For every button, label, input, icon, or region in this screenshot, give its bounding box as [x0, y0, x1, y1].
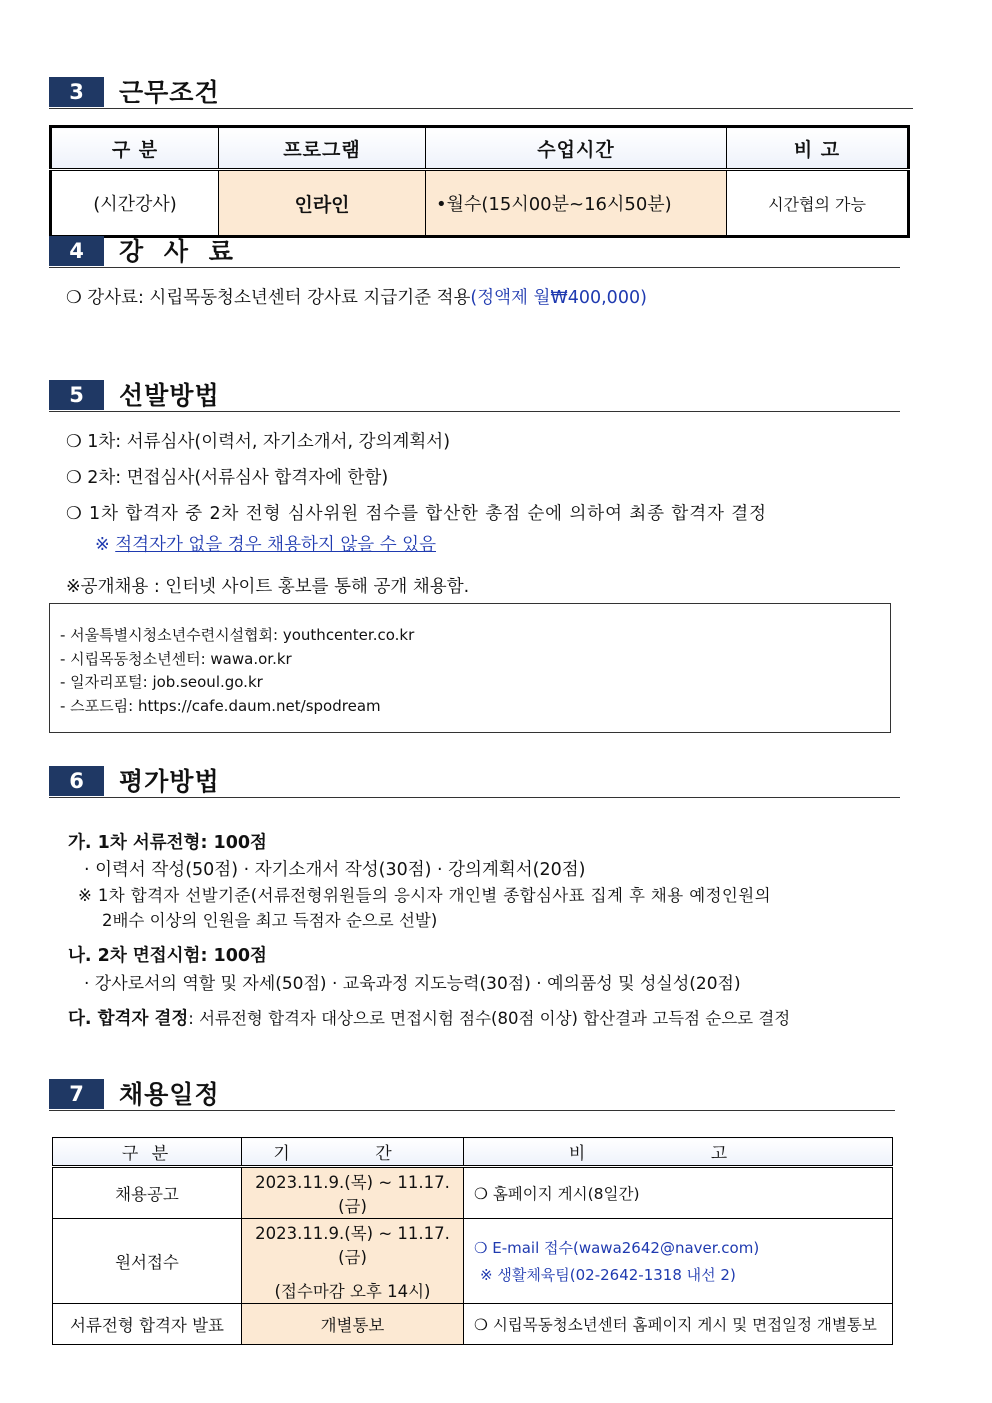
section-rule — [49, 267, 900, 268]
selection-item: ❍ 1차: 서류심사(이력서, 자기소개서, 강의계획서) — [66, 432, 451, 452]
section-rule — [49, 797, 900, 798]
period-cell: 2023.11.9.(목) ~ 11.17.(금) — [242, 1167, 464, 1219]
eval-b-line: · 강사로서의 역할 및 자세(50점) · 교육과정 지도능력(30점) · 예의품성 및 성실성(20점) — [84, 974, 741, 994]
site-item: - 서울특별시청소년수련시설협회: youthcenter.co.kr — [60, 626, 415, 644]
header-cell: 구 분 — [53, 1138, 242, 1167]
table-header-row — [51, 127, 909, 170]
note-text: 적격자가 없을 경우 채용하지 않을 수 있음 — [115, 535, 436, 555]
stage-cell: 채용공고 — [53, 1167, 242, 1219]
section-number: 4 — [49, 236, 104, 266]
eval-a-line: · 이력서 작성(50점) · 자기소개서 작성(30점) · 강의계획서(20점) — [84, 860, 586, 880]
stage-cell: 서류전형 합격자 발표 — [53, 1304, 242, 1345]
public-recruit-note: ※공개채용 : 인터넷 사이트 홍보를 통해 공개 채용함. — [66, 577, 470, 597]
section-number: 6 — [49, 766, 104, 796]
header-cell: 기 간 — [242, 1138, 464, 1167]
period-cell: 개별통보 — [242, 1304, 464, 1345]
section-rule — [49, 411, 900, 412]
site-item: - 스포드림: https://cafe.daum.net/spodream — [60, 697, 381, 715]
work-conditions-table — [49, 125, 910, 238]
period-cell — [242, 1219, 464, 1304]
section-title: 평가방법 — [119, 767, 220, 796]
section-title: 근무조건 — [119, 78, 220, 107]
header-cell: 비 고 — [464, 1138, 893, 1167]
section-title: 선발방법 — [119, 381, 220, 410]
table-row — [53, 1167, 893, 1219]
eval-a-title: 가. 1차 서류전형: 100점 — [68, 833, 267, 853]
selection-item: ❍ 1차 합격자 중 2차 전형 심사위원 점수를 합산한 총점 순에 의하여 최종 합격자 결정 — [66, 504, 767, 524]
remark-line: ❍ E-mail 접수(wawa2642@naver.com) — [474, 1239, 760, 1257]
period-deadline: (접수마감 오후 14시) — [274, 1282, 431, 1301]
schedule-table — [52, 1137, 893, 1345]
remark-cell: ❍ 시립목동청소년센터 홈페이지 게시 및 면접일정 개별통보 — [464, 1304, 893, 1345]
program-cell: 인라인 — [219, 170, 426, 237]
type-cell: (시간강사) — [51, 170, 219, 237]
section-number: 5 — [49, 380, 104, 410]
table-row — [51, 170, 909, 237]
note-mark: ※ — [95, 535, 116, 555]
section-rule — [49, 1110, 895, 1111]
remark-cell — [464, 1219, 893, 1304]
recruit-sites-box — [49, 603, 891, 733]
section-number: 3 — [49, 77, 104, 107]
table-row — [53, 1304, 893, 1345]
eval-c-label: 다. 합격자 결정 — [68, 1009, 189, 1029]
fee-line — [66, 284, 647, 309]
note-cell: 시간협의 가능 — [727, 170, 909, 237]
section-title: 강 사 료 — [119, 237, 239, 266]
site-item: - 시립목동청소년센터: wawa.or.kr — [60, 650, 292, 668]
header-cell: 비 고 — [727, 127, 909, 170]
eval-a-note-cont: 2배수 이상의 인원을 최고 득점자 순으로 선발) — [102, 911, 438, 930]
eval-c-text: : 서류전형 합격자 대상으로 면접시험 점수(80점 이상) 합산결과 고득점 순으로 결정 — [188, 1009, 791, 1028]
header-cell: 수업시간 — [426, 127, 727, 170]
eval-b-title: 나. 2차 면접시험: 100점 — [68, 946, 267, 966]
section-rule — [49, 108, 913, 109]
site-item: - 일자리포털: job.seoul.go.kr — [60, 673, 263, 691]
eval-a-note: ※ 1차 합격자 선발기준(서류전형위원들의 응시자 개인별 종합심사표 집계 후 채용 예정인원의 — [78, 886, 771, 905]
fee-text: ❍ 강사료: 시립목동청소년센터 강사료 지급기준 적용 — [66, 288, 471, 308]
selection-note — [95, 531, 436, 556]
remark-cell: ❍ 홈페이지 게시(8일간) — [464, 1167, 893, 1219]
table-row — [53, 1219, 893, 1304]
remark-contact: ※ 생활체육팀(02-2642-1318 내선 2) — [480, 1266, 736, 1284]
eval-c-line — [68, 1005, 790, 1030]
period-line: 2023.11.9.(목) ~ 11.17.(금) — [255, 1224, 450, 1267]
stage-cell: 원서접수 — [53, 1219, 242, 1304]
section-title: 채용일정 — [119, 1080, 220, 1109]
table-header-row — [53, 1138, 893, 1167]
section-number: 7 — [49, 1079, 104, 1109]
fee-amount: (정액제 월₩400,000) — [470, 288, 647, 308]
header-cell: 구 분 — [51, 127, 219, 170]
selection-item: ❍ 2차: 면접심사(서류심사 합격자에 한함) — [66, 468, 389, 488]
header-cell: 프로그램 — [219, 127, 426, 170]
time-cell: •월수(15시00분~16시50분) — [426, 170, 727, 237]
